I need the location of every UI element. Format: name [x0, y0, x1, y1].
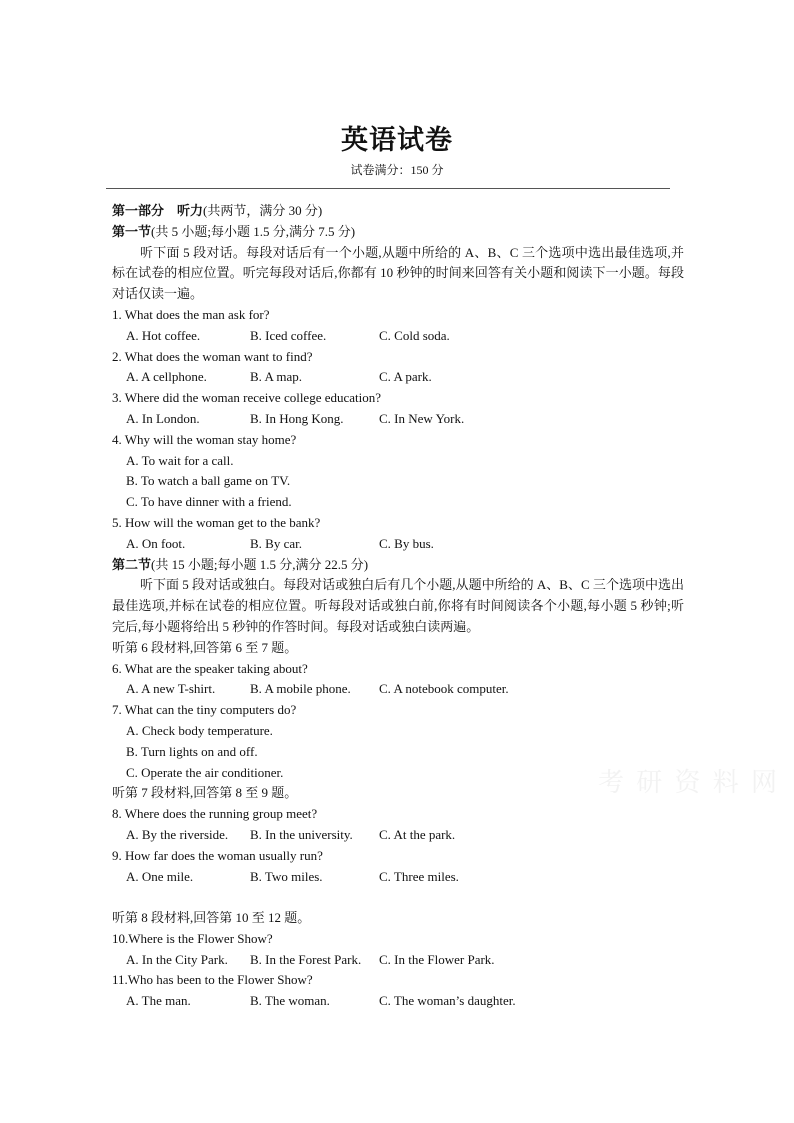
question-2-options [112, 367, 684, 388]
part1-heading-rest: (共两节，满分 30 分) [203, 203, 323, 218]
question-3: 3. Where did the woman receive college education? [112, 390, 382, 406]
section2-instructions: 听下面 5 段对话或独白。每段对话或独白后有几个小题,从题中所给的 A、B、C 三个选项中选出最佳选项,并标在试卷的相应位置。听每段对话或独白前,你将有时间阅读各个小题,每小题 5 秒钟;听完后,每小题将给出 5 秒钟的作答时间。每段对话或独白读两遍。 [112, 577, 684, 634]
question-11: 11.Who has been to the Flower Show? [112, 972, 313, 988]
watermark: 考 研 资 料 网 [598, 768, 780, 798]
option-a: A. By the riverside. [126, 826, 229, 842]
section1-heading-rest: (共 5 小题;每小题 1.5 分,满分 7.5 分) [151, 223, 356, 239]
option-c: C. Three miles. [379, 868, 459, 884]
option-c: C. A notebook computer. [379, 681, 509, 697]
option-b: B. To watch a ball game on TV. [126, 473, 291, 489]
score-subtitle: 试卷满分：150 分 [350, 163, 444, 177]
option-b: B. Turn lights on and off. [126, 743, 258, 759]
option-b: B. In the Forest Park. [250, 951, 362, 967]
option-a: A. On foot. [126, 535, 186, 551]
question-6-options [112, 679, 684, 700]
spacer [112, 887, 684, 908]
group-8-heading: 听第 8 段材料,回答第 10 至 12 题。 [112, 910, 311, 926]
section1-heading-bold: 第一节 [112, 223, 152, 239]
option-b: B. Two miles. [250, 868, 323, 884]
option-a: A. One mile. [126, 868, 194, 884]
option-b: B. In Hong Kong. [250, 410, 344, 426]
exam-content [112, 201, 684, 1012]
section1-instructions: 听下面 5 段对话。每段对话后有一个小题,从题中所给的 A、B、C 三个选项中选出最佳选项,并标在试卷的相应位置。听完每段对话后,你都有 10 秒钟的时间来回答有关小题和阅读下一小题。每段对话仅读一遍。 [112, 244, 684, 302]
option-c: C. Cold soda. [379, 327, 450, 343]
question-2: 2. What does the woman want to find? [112, 348, 313, 364]
question-7: 7. What can the tiny computers do? [112, 702, 297, 718]
group-7-heading: 听第 7 段材料,回答第 8 至 9 题。 [112, 785, 298, 801]
question-3-options [112, 409, 684, 430]
option-b: B. The woman. [250, 993, 330, 1009]
question-5: 5. How will the woman get to the bank? [112, 514, 321, 530]
option-c: C. In the Flower Park. [379, 951, 495, 967]
option-c: C. Operate the air conditioner. [126, 764, 284, 780]
question-10: 10.Where is the Flower Show? [112, 930, 273, 946]
option-c: C. A park. [379, 369, 432, 385]
option-a: A. Hot coffee. [126, 327, 201, 343]
option-b: B. By car. [250, 535, 302, 551]
question-4: 4. Why will the woman stay home? [112, 431, 297, 447]
option-b: B. A map. [250, 369, 303, 385]
part1-heading-bold: 第一部分 听力 [112, 203, 204, 218]
option-a: A. To wait for a call. [126, 452, 234, 468]
option-a: A. In London. [126, 410, 200, 426]
question-5-options [112, 534, 684, 555]
page-title: 英语试卷 [341, 125, 453, 155]
option-a: A. In the City Park. [126, 951, 228, 967]
section1-heading [112, 222, 684, 243]
option-b: B. Iced coffee. [250, 327, 327, 343]
question-1-options [112, 326, 684, 347]
option-b: B. In the university. [250, 826, 353, 842]
option-a: A. The man. [126, 993, 191, 1009]
option-a: A. Check body temperature. [126, 722, 273, 738]
section2-heading-rest: (共 15 小题;每小题 1.5 分,满分 22.5 分) [151, 556, 369, 572]
option-c: C. In New York. [379, 410, 465, 426]
question-9: 9. How far does the woman usually run? [112, 847, 323, 863]
header-divider [106, 188, 670, 189]
question-9-options [112, 867, 684, 888]
option-c: C. To have dinner with a friend. [126, 494, 292, 510]
section2-heading-bold: 第二节 [112, 556, 152, 572]
option-a: A. A new T-shirt. [126, 681, 216, 697]
group-6-heading: 听第 6 段材料,回答第 6 至 7 题。 [112, 639, 298, 655]
option-c: C. By bus. [379, 535, 434, 551]
option-b: B. A mobile phone. [250, 681, 351, 697]
option-c: C. The woman’s daughter. [379, 993, 516, 1009]
question-1: 1. What does the man ask for? [112, 306, 270, 322]
part1-heading [112, 201, 684, 222]
option-c: C. At the park. [379, 826, 456, 842]
question-6: 6. What are the speaker taking about? [112, 660, 308, 676]
option-a: A. A cellphone. [126, 369, 207, 385]
section2-heading [112, 555, 684, 576]
question-8: 8. Where does the running group meet? [112, 806, 318, 822]
question-11-options [112, 991, 684, 1012]
question-8-options [112, 825, 684, 846]
question-10-options [112, 950, 684, 971]
